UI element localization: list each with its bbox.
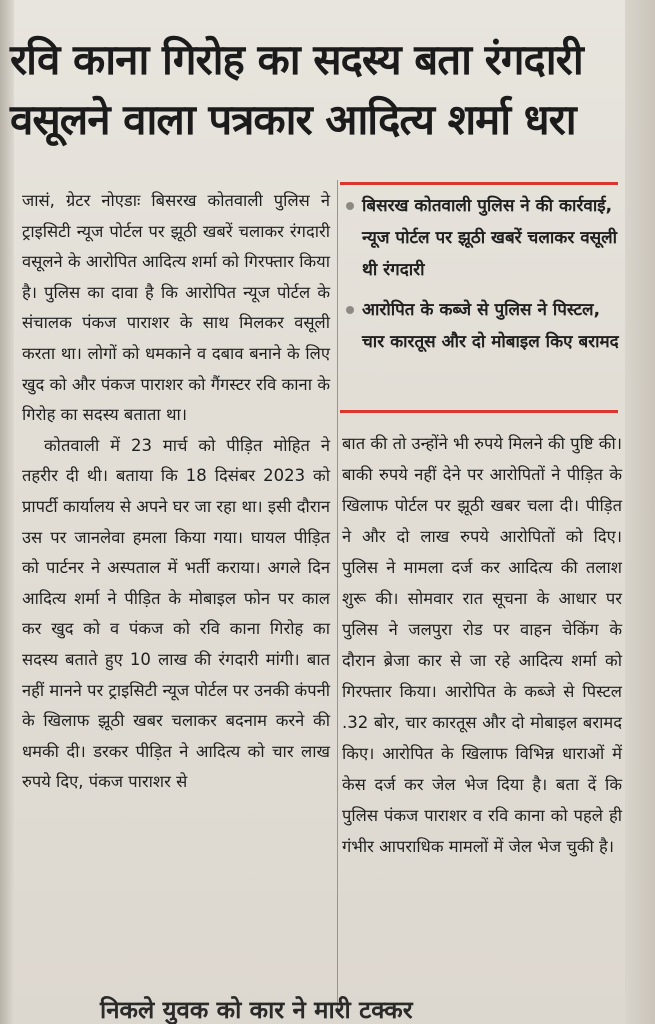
left-paragraph-1: जासं, ग्रेटर नोएडाः बिसरख कोतवाली पुलिस ने ट्राइसिटी न्यूज पोर्टल पर झूठी खबरें चलाकर रंगदारी वसूलने के आरोपित आदित्य शर्मा को गिरफ्तार किया है। पुलिस का दावा है कि आरोपित न्यूज पोर्टल के संचालक पंकज पाराशर के साथ मिलकर वसूली करता था। लोगों को धमकाने व दबाव बनाने के लिए खुद को और पंकज पाराशर को गैंगस्टर रवि काना के गिरोह का सदस्य बताता था।: [22, 191, 330, 425]
highlight-rule-bottom: [340, 410, 618, 413]
article-headline: [10, 30, 640, 150]
left-paragraph-2: कोतवाली में 23 मार्च को पीड़ित मोहित ने तहरीर दी थी। बताया कि 18 दिसंबर 2023 को प्रापर्टी कार्यालय से अपने घर जा रहा था। इसी दौरान उस पर जानलेवा हमला किया गया। घायल पीड़ित को पार्टनर ने अस्पताल में भर्ती कराया। अगले दिन आदित्य शर्मा ने पीड़ित के मोबाइल फोन पर काल कर खुद को व पंकज को रवि काना गिरोह का सदस्य बताते हुए 10 लाख की रंगदारी मांगी। बात नहीं मानने पर ट्राइसिटी न्यूज पोर्टल पर उनकी कंपनी के खिलाफ झूठी खबर चलाकर बदनाम करने की धमकी दी। डरकर पीड़ित ने आदित्य को चार लाख रुपये दिए, पंकज पाराशर से: [22, 435, 331, 792]
column-divider: [337, 180, 338, 1010]
headline-line-1: रवि काना गिरोह का सदस्य बता रंगदारी: [10, 35, 583, 84]
highlight-item: [342, 294, 620, 358]
highlight-text: बिसरख कोतवाली पुलिस ने की कार्रवाई, न्यूज पोर्टल पर झूठी खबरें चलाकर वसूली थी रंगदारी: [362, 196, 618, 280]
highlights-box: [342, 190, 620, 366]
bullet-icon: [346, 202, 354, 210]
right-column: [342, 428, 622, 862]
headline-line-2: वसूलने वाला पत्रकार आदित्य शर्मा धरा: [10, 95, 576, 144]
page-right-shadow: [625, 0, 655, 1024]
highlight-rule-top: [340, 182, 618, 185]
page-left-shadow: [0, 0, 14, 1024]
highlight-text: आरोपित के कब्जे से पुलिस ने पिस्टल, चार कारतूस और दो मोबाइल किए बरामद: [362, 300, 619, 352]
left-column: [22, 186, 330, 798]
bullet-icon: [346, 306, 354, 314]
right-paragraph-1: बात की तो उन्होंने भी रुपये मिलने की पुष्टि की। बाकी रुपये नहीं देने पर आरोपितों ने पीड़ित के खिलाफ पोर्टल पर झूठी खबर चला दी। पीड़ित ने और दो लाख रुपये आरोपितों को दिए। पुलिस ने मामला दर्ज कर आदित्य की तलाश शुरू की। सोमवार रात सूचना के आधार पर पुलिस ने जलपुरा रोड पर वाहन चेकिंग के दौरान ब्रेजा कार से जा रहे आदित्य शर्मा को गिरफ्तार किया। आरोपित के कब्जे से पिस्टल .32 बोर, चार कारतूस और दो मोबाइल बरामद किए। आरोपित के खिलाफ विभिन्न धाराओं में केस दर्ज कर जेल भेज दिया है। बता दें कि पुलिस पंकज पाराशर व रवि काना को पहले ही गंभीर आपराधिक मामलों में जेल भेज चुकी है।: [342, 434, 622, 856]
next-article-headline: निकले युवक को कार ने मारी टक्कर: [100, 996, 413, 1024]
highlight-item: [342, 190, 620, 286]
